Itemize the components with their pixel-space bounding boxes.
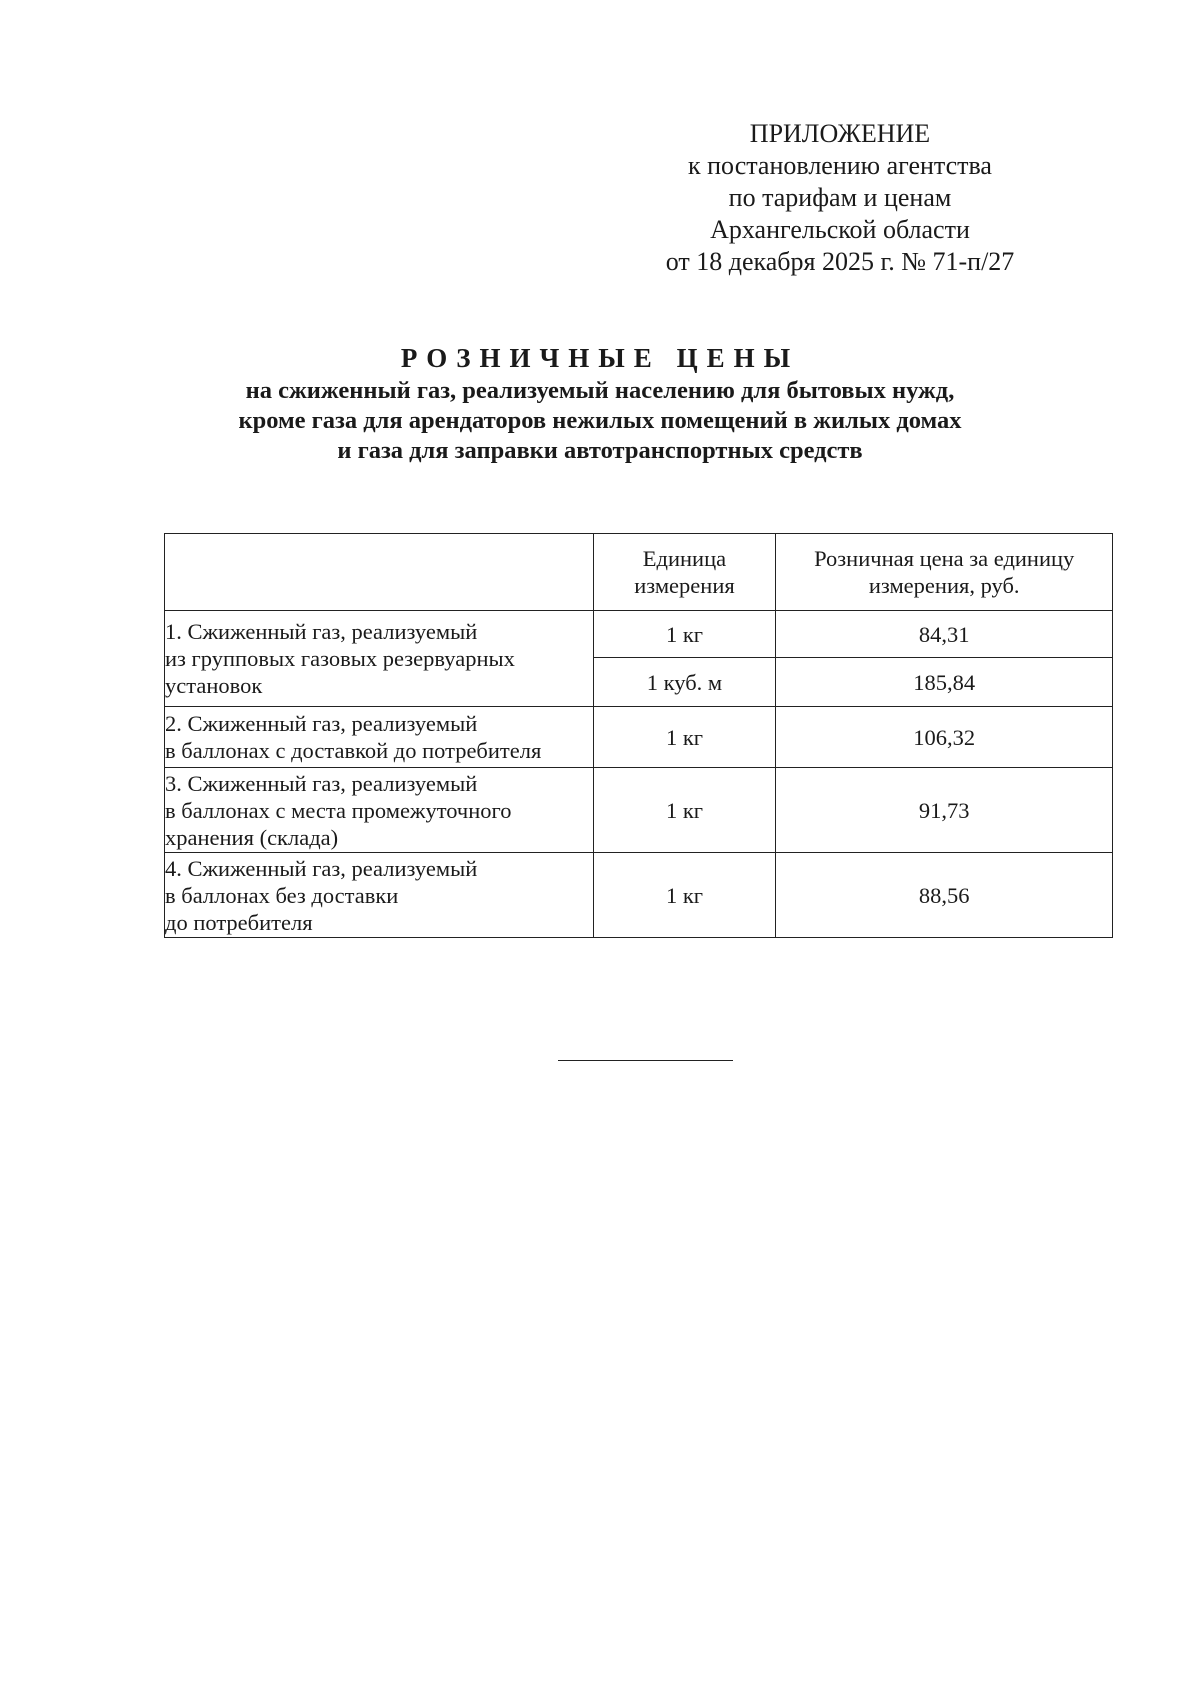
appendix-line: к постановлению агентства <box>688 151 992 180</box>
description-line: в баллонах без доставки <box>165 882 399 908</box>
title-subline: и газа для заправки автотранспортных средств <box>337 437 863 464</box>
unit-cell: 1 кг <box>593 611 776 658</box>
appendix-line: по тарифам и ценам <box>728 183 952 212</box>
unit-cell: 1 кг <box>593 853 776 938</box>
title-subline: кроме газа для арендаторов нежилых помещений в жилых домах <box>238 407 962 434</box>
unit-cell: 1 кг <box>593 707 776 768</box>
header-price <box>776 534 1113 611</box>
price-cell: 185,84 <box>776 658 1113 707</box>
row-description <box>165 611 594 707</box>
header-unit <box>593 534 776 611</box>
price-cell: 84,31 <box>776 611 1113 658</box>
header-unit-line: Единица <box>642 546 727 571</box>
end-divider-line <box>558 1060 733 1061</box>
row-description <box>165 768 594 853</box>
header-price-line: измерения, руб. <box>868 573 1020 598</box>
appendix-line: Архангельской области <box>710 215 970 244</box>
header-empty-cell <box>165 534 594 611</box>
price-table <box>164 533 1113 938</box>
title-main: РОЗНИЧНЫЕ ЦЕНЫ <box>400 343 800 373</box>
unit-cell: 1 куб. м <box>593 658 776 707</box>
description-line: 1. Сжиженный газ, реализуемый <box>165 619 478 644</box>
title-subline: на сжиженный газ, реализуемый населению для бытовых нужд, <box>245 377 955 404</box>
description-line: установок <box>165 673 263 698</box>
table-row <box>165 611 1113 658</box>
description-line: 3. Сжиженный газ, реализуемый <box>165 770 478 796</box>
table-header-row <box>165 534 1113 611</box>
description-line: из групповых газовых резервуарных <box>165 646 515 671</box>
price-cell: 91,73 <box>776 768 1113 853</box>
table-row <box>165 768 1113 853</box>
description-line: в баллонах с места промежуточного <box>165 797 512 823</box>
appendix-date-number: от 18 декабря 2025 г. № 71-п/27 <box>665 247 1015 276</box>
description-line: хранения (склада) <box>165 824 339 850</box>
unit-cell: 1 кг <box>593 768 776 853</box>
description-line: в баллонах с доставкой до потребителя <box>165 738 542 763</box>
row-description <box>165 853 594 938</box>
description-line: 4. Сжиженный газ, реализуемый <box>165 855 478 881</box>
table-row <box>165 853 1113 938</box>
document-title <box>150 340 1050 466</box>
appendix-block <box>640 118 1040 278</box>
table-row <box>165 707 1113 768</box>
price-cell: 106,32 <box>776 707 1113 768</box>
description-line: 2. Сжиженный газ, реализуемый <box>165 711 478 736</box>
row-description <box>165 707 594 768</box>
appendix-heading: ПРИЛОЖЕНИЕ <box>749 119 931 148</box>
header-price-line: Розничная цена за единицу <box>814 546 1075 571</box>
price-cell: 88,56 <box>776 853 1113 938</box>
header-unit-line: измерения <box>634 573 735 598</box>
description-line: до потребителя <box>165 909 313 935</box>
